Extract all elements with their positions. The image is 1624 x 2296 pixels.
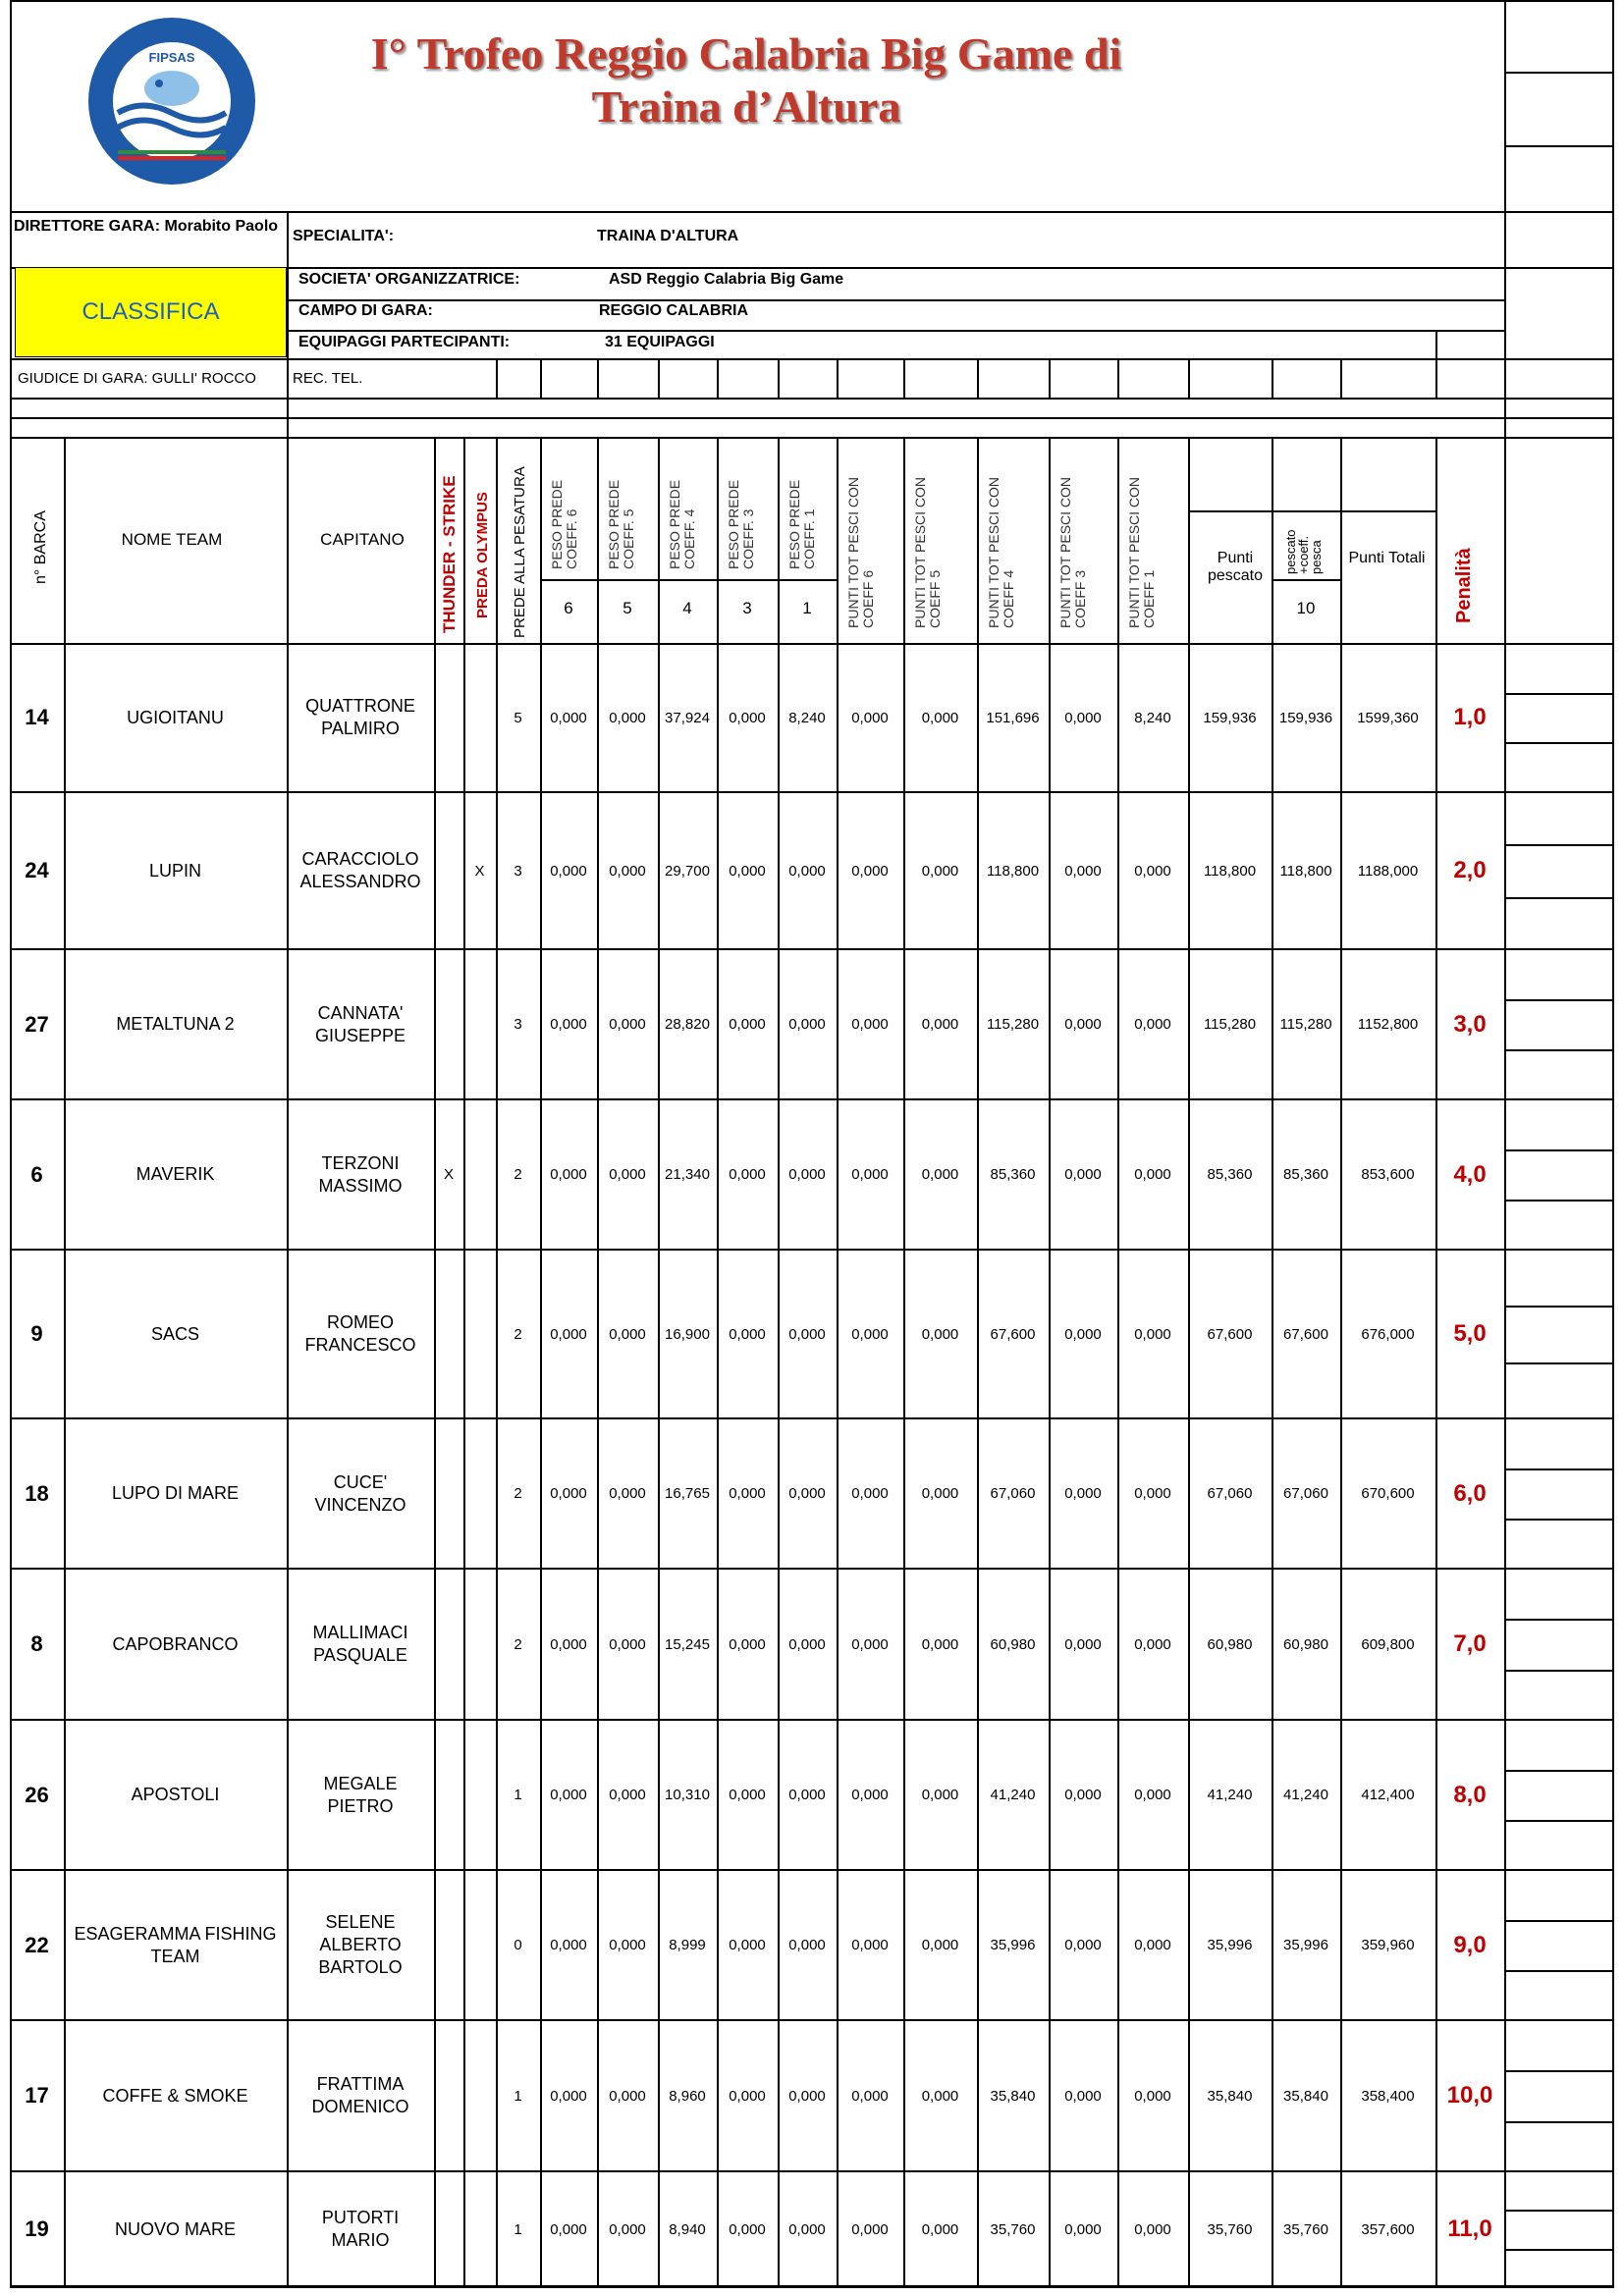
cell-tot: 357,600	[1361, 2220, 1415, 2238]
col-capitano: CAPITANO	[320, 530, 405, 549]
cell-pp: 159,936	[1203, 709, 1257, 726]
cell-pen: 5,0	[1453, 1320, 1487, 1347]
cell-tot: 412,400	[1361, 1787, 1415, 1803]
cell-t3: 0,000	[1064, 1937, 1102, 1953]
cell-t1: 8,240	[1134, 709, 1171, 726]
cell-t4: 35,840	[990, 2087, 1036, 2105]
cell-p5: 0,000	[609, 1635, 646, 1653]
cell-pp: 35,840	[1207, 2087, 1253, 2105]
col-pescato-coeff: pescato +coeff. pesca	[1283, 529, 1324, 574]
cell-capitano: CUCE' VINCENZO	[314, 1471, 406, 1515]
cell-pc: 85,360	[1283, 1166, 1328, 1183]
cell-prede: 5	[514, 709, 522, 726]
cell-t6: 0,000	[851, 1166, 889, 1183]
cell-t3: 0,000	[1064, 1325, 1102, 1343]
cell-p4: 15,245	[665, 1635, 710, 1653]
title-line-2: Traina d’Altura	[591, 81, 901, 132]
cell-thunder	[434, 949, 463, 1099]
cell-t1: 0,000	[1134, 1016, 1171, 1033]
cell-thunder: X	[443, 1166, 454, 1183]
cell-t4: 60,980	[990, 1635, 1036, 1653]
classifica-badge: CLASSIFICA	[15, 267, 287, 357]
cell-p6: 0,000	[550, 1635, 587, 1653]
cell-p3: 0,000	[729, 2087, 766, 2105]
cell-t1: 0,000	[1134, 1485, 1171, 1502]
cell-t4: 115,280	[986, 1016, 1040, 1033]
cell-t6: 0,000	[851, 2220, 889, 2238]
cell-team: NUOVO MARE	[114, 2218, 236, 2239]
cell-p3: 0,000	[729, 1016, 766, 1033]
cell-p6: 0,000	[550, 1787, 587, 1803]
cell-pc: 35,760	[1283, 2220, 1328, 2238]
cell-t5: 0,000	[921, 1325, 959, 1343]
cell-t5: 0,000	[921, 862, 959, 880]
col-barca: n° BARCA	[32, 510, 49, 584]
cell-capitano: PUTORTI MARIO	[321, 2208, 400, 2250]
cell-p3: 0,000	[729, 862, 766, 880]
cell-barca: 14	[25, 705, 49, 729]
title-line-1: I° Trofeo Reggio Calabria Big Game di	[370, 28, 1122, 79]
col-team: NOME TEAM	[121, 530, 223, 549]
col-peso3: PESO PREDE COEFF. 3	[726, 479, 756, 569]
cell-team: METALTUNA 2	[116, 1014, 235, 1034]
cell-pp: 41,240	[1207, 1787, 1253, 1803]
col-coeff5: 5	[623, 599, 632, 617]
cell-p3: 0,000	[729, 1937, 766, 1953]
cell-capitano: MALLIMACI PASQUALE	[312, 1623, 408, 1665]
cell-thunder	[434, 643, 463, 792]
cell-capitano: TERZONI MASSIMO	[318, 1152, 403, 1196]
cell-prede: 1	[514, 2087, 522, 2105]
cell-p4: 8,940	[669, 2220, 706, 2238]
cell-pen: 10,0	[1446, 2082, 1493, 2109]
cell-p5: 0,000	[609, 709, 646, 726]
cell-p4: 21,340	[665, 1166, 710, 1183]
cell-prede: 1	[514, 2220, 522, 2238]
societa-label: SOCIETA' ORGANIZZATRICE:	[298, 271, 520, 288]
cell-barca: 6	[30, 1161, 43, 1187]
cell-t1: 0,000	[1134, 1937, 1171, 1953]
cell-olympus	[463, 949, 496, 1099]
col-punti4: PUNTI TOT PESCI CON COEFF 4	[986, 476, 1016, 628]
cell-p6: 0,000	[550, 1016, 587, 1033]
cell-t3: 0,000	[1064, 1016, 1102, 1033]
cell-p5: 0,000	[609, 862, 646, 880]
cell-team: SACS	[150, 1323, 200, 1344]
cell-pc: 159,936	[1278, 709, 1333, 726]
cell-t1: 0,000	[1134, 2087, 1171, 2105]
cell-p6: 0,000	[550, 2220, 587, 2238]
cell-p1: 8,240	[788, 709, 826, 726]
cell-p3: 0,000	[729, 1325, 766, 1343]
col-coeff4: 4	[682, 599, 692, 617]
cell-team: MAVERIK	[135, 1164, 215, 1184]
cell-p6: 0,000	[550, 709, 587, 726]
cell-t4: 151,696	[986, 709, 1040, 726]
cell-prede: 2	[514, 1166, 522, 1183]
col-punti-pescato: Punti pescato	[1207, 550, 1264, 584]
cell-pen: 1,0	[1453, 704, 1487, 730]
cell-t4: 85,360	[990, 1166, 1036, 1183]
cell-pc: 115,280	[1279, 1016, 1332, 1033]
cell-t3: 0,000	[1064, 2087, 1102, 2105]
cell-p1: 0,000	[788, 862, 826, 880]
cell-olympus	[463, 643, 496, 792]
cell-team: CAPOBRANCO	[112, 1633, 239, 1654]
cell-p1: 0,000	[788, 1787, 826, 1803]
col-coeff6: 6	[564, 599, 573, 617]
col-olympus: PREDA OLYMPUS	[474, 492, 491, 618]
cell-pp: 35,760	[1207, 2220, 1253, 2238]
cell-t6: 0,000	[851, 1325, 889, 1343]
cell-t1: 0,000	[1134, 1325, 1171, 1343]
page-title	[344, 27, 1149, 133]
cell-t6: 0,000	[851, 1485, 889, 1502]
cell-capitano: SELENE ALBERTO BARTOLO	[318, 1912, 403, 1977]
cell-prede: 2	[514, 1485, 522, 1502]
cell-olympus	[463, 1720, 496, 1870]
cell-olympus: X	[474, 862, 485, 880]
cell-pp: 60,980	[1207, 1635, 1253, 1653]
campo-value: REGGIO CALABRIA	[599, 302, 748, 319]
cell-p1: 0,000	[788, 2220, 826, 2238]
cell-t3: 0,000	[1064, 1635, 1102, 1653]
cell-t1: 0,000	[1134, 1635, 1171, 1653]
cell-t3: 0,000	[1064, 709, 1102, 726]
cell-pen: 8,0	[1453, 1781, 1487, 1808]
cell-capitano: ROMEO FRANCESCO	[304, 1312, 416, 1355]
svg-text:FIPSAS: FIPSAS	[148, 50, 195, 65]
cell-pc: 41,240	[1283, 1787, 1328, 1803]
cell-team: APOSTOLI	[131, 1785, 220, 1804]
cell-t3: 0,000	[1064, 862, 1102, 880]
cell-tot: 358,400	[1361, 2087, 1415, 2105]
col-coeff10: 10	[1296, 599, 1316, 617]
cell-thunder	[434, 2020, 463, 2171]
cell-pc: 118,800	[1279, 862, 1332, 880]
cell-team: UGIOITANU	[127, 707, 224, 727]
cell-p4: 16,765	[665, 1485, 710, 1502]
cell-p5: 0,000	[609, 1325, 646, 1343]
cell-t6: 0,000	[851, 2087, 889, 2105]
cell-p3: 0,000	[729, 1635, 766, 1653]
equipaggi-label: EQUIPAGGI PARTECIPANTI:	[298, 334, 511, 350]
cell-tot: 853,600	[1361, 1166, 1415, 1183]
cell-t6: 0,000	[851, 1787, 889, 1803]
cell-t3: 0,000	[1064, 1166, 1102, 1183]
cell-p4: 8,999	[669, 1937, 706, 1953]
cell-t5: 0,000	[921, 1016, 959, 1033]
cell-p4: 10,310	[665, 1787, 710, 1803]
cell-t6: 0,000	[851, 709, 889, 726]
fipsas-logo-icon	[79, 15, 265, 187]
cell-p1: 0,000	[788, 1937, 826, 1953]
col-coeff3: 3	[742, 599, 752, 617]
cell-prede: 3	[514, 862, 522, 880]
cell-p1: 0,000	[788, 1325, 826, 1343]
cell-prede: 1	[514, 1787, 522, 1803]
cell-p4: 29,700	[665, 862, 710, 880]
cell-capitano: FRATTIMA DOMENICO	[311, 2074, 409, 2116]
cell-prede: 3	[514, 1016, 522, 1033]
cell-pp: 115,280	[1203, 1016, 1257, 1033]
cell-p5: 0,000	[609, 1787, 646, 1803]
cell-t5: 0,000	[921, 1635, 959, 1653]
cell-p5: 0,000	[609, 1016, 646, 1033]
cell-p4: 8,960	[669, 2087, 706, 2105]
cell-pc: 35,996	[1283, 1937, 1328, 1953]
cell-olympus	[463, 1250, 496, 1418]
cell-t3: 0,000	[1064, 2220, 1102, 2238]
cell-prede: 2	[514, 1635, 522, 1653]
cell-thunder	[434, 1720, 463, 1870]
cell-pen: 6,0	[1453, 1479, 1487, 1507]
cell-pen: 9,0	[1453, 1931, 1487, 1958]
cell-t5: 0,000	[921, 1787, 959, 1803]
cell-p3: 0,000	[729, 1166, 766, 1183]
cell-p3: 0,000	[729, 1485, 766, 1502]
cell-p1: 0,000	[788, 2087, 826, 2105]
cell-barca: 8	[30, 1631, 43, 1656]
cell-p5: 0,000	[609, 1485, 646, 1502]
cell-p5: 0,000	[609, 2087, 646, 2105]
cell-tot: 609,800	[1361, 1635, 1415, 1653]
cell-t4: 35,996	[990, 1937, 1036, 1953]
cell-capitano: CARACCIOLO ALESSANDRO	[299, 849, 421, 891]
col-penalita: Penalità	[1453, 548, 1475, 623]
cell-t5: 0,000	[921, 2087, 959, 2105]
cell-pp: 67,060	[1207, 1485, 1253, 1502]
cell-p3: 0,000	[729, 2220, 766, 2238]
cell-barca: 19	[25, 2216, 49, 2241]
cell-p4: 28,820	[665, 1016, 710, 1033]
cell-tot: 670,600	[1361, 1485, 1415, 1502]
col-thunder: THUNDER - STRIKE	[440, 475, 459, 633]
col-peso4: PESO PREDE COEFF. 4	[667, 479, 697, 569]
cell-pen: 4,0	[1453, 1160, 1487, 1188]
cell-t5: 0,000	[921, 1166, 959, 1183]
giudice-gara: GIUDICE DI GARA: GULLI' ROCCO	[18, 370, 256, 387]
cell-t1: 0,000	[1134, 1787, 1171, 1803]
cell-pc: 60,980	[1283, 1635, 1328, 1653]
cell-p1: 0,000	[788, 1166, 826, 1183]
cell-pp: 118,800	[1203, 862, 1257, 880]
cell-barca: 18	[25, 1480, 49, 1506]
cell-p6: 0,000	[550, 1937, 587, 1953]
cell-thunder	[434, 1870, 463, 2020]
cell-t1: 0,000	[1134, 1166, 1171, 1183]
cell-pen: 7,0	[1453, 1630, 1487, 1657]
cell-olympus	[463, 2171, 496, 2287]
col-punti3: PUNTI TOT PESCI CON COEFF 3	[1057, 476, 1088, 628]
cell-tot: 359,960	[1361, 1937, 1415, 1953]
cell-thunder	[434, 1250, 463, 1418]
cell-thunder	[434, 1569, 463, 1720]
col-peso1: PESO PREDE COEFF. 1	[786, 479, 817, 569]
col-punti6: PUNTI TOT PESCI CON COEFF 6	[845, 476, 876, 628]
cell-olympus	[463, 2020, 496, 2171]
cell-p6: 0,000	[550, 862, 587, 880]
cell-tot: 1188,000	[1357, 862, 1419, 880]
cell-pc: 35,840	[1283, 2087, 1328, 2105]
cell-p6: 0,000	[550, 1485, 587, 1502]
cell-pp: 35,996	[1207, 1937, 1253, 1953]
cell-barca: 26	[25, 1782, 49, 1807]
cell-barca: 27	[25, 1011, 49, 1037]
cell-barca: 24	[25, 858, 49, 882]
cell-t4: 118,800	[986, 862, 1040, 880]
cell-pen: 2,0	[1453, 857, 1487, 883]
cell-barca: 9	[30, 1321, 43, 1346]
cell-tot: 1599,360	[1357, 709, 1419, 726]
cell-p5: 0,000	[609, 1166, 646, 1183]
cell-p3: 0,000	[729, 709, 766, 726]
equipaggi-value: 31 EQUIPAGGI	[605, 334, 715, 350]
cell-t1: 0,000	[1134, 2220, 1171, 2238]
cell-p5: 0,000	[609, 1937, 646, 1953]
cell-barca: 17	[25, 2083, 49, 2108]
cell-t4: 67,600	[990, 1325, 1036, 1343]
col-peso5: PESO PREDE COEFF. 5	[606, 479, 636, 569]
cell-olympus	[463, 1418, 496, 1569]
col-punti5: PUNTI TOT PESCI CON COEFF 5	[912, 476, 943, 628]
cell-p1: 0,000	[788, 1485, 826, 1502]
cell-pen: 11,0	[1447, 2216, 1492, 2242]
cell-tot: 1152,800	[1357, 1016, 1419, 1033]
cell-p3: 0,000	[729, 1787, 766, 1803]
cell-t5: 0,000	[921, 1485, 959, 1502]
cell-barca: 22	[25, 1932, 49, 1957]
cell-team: LUPIN	[148, 860, 201, 881]
cell-p6: 0,000	[550, 1325, 587, 1343]
cell-p5: 0,000	[609, 2220, 646, 2238]
societa-value: ASD Reggio Calabria Big Game	[609, 271, 844, 288]
cell-t4: 41,240	[990, 1787, 1036, 1803]
col-punti1: PUNTI TOT PESCI CON COEFF 1	[1126, 476, 1157, 628]
cell-p4: 37,924	[665, 709, 710, 726]
cell-p1: 0,000	[788, 1635, 826, 1653]
specialita-label: SPECIALITA':	[293, 228, 395, 244]
specialita-value: TRAINA D'ALTURA	[597, 228, 739, 244]
campo-label: CAMPO DI GARA:	[298, 302, 433, 319]
cell-t6: 0,000	[851, 1937, 889, 1953]
cell-t5: 0,000	[921, 2220, 959, 2238]
col-prede: PREDE ALLA PESATURA	[512, 466, 528, 638]
cell-p4: 16,900	[665, 1325, 710, 1343]
cell-olympus	[463, 1569, 496, 1720]
cell-t3: 0,000	[1064, 1485, 1102, 1502]
cell-t3: 0,000	[1064, 1787, 1102, 1803]
cell-capitano: QUATTRONE PALMIRO	[305, 696, 415, 738]
col-coeff1: 1	[802, 599, 812, 617]
cell-tot: 676,000	[1361, 1325, 1415, 1343]
cell-t5: 0,000	[921, 709, 959, 726]
cell-pc: 67,060	[1283, 1485, 1328, 1502]
cell-pp: 67,600	[1207, 1325, 1253, 1343]
cell-prede: 0	[514, 1937, 522, 1953]
cell-p6: 0,000	[550, 1166, 587, 1183]
cell-olympus	[463, 1870, 496, 2020]
cell-p1: 0,000	[788, 1016, 826, 1033]
cell-t6: 0,000	[851, 1635, 889, 1653]
cell-pp: 85,360	[1207, 1166, 1253, 1183]
direttore-gara: DIRETTORE GARA: Morabito Paolo	[14, 218, 279, 235]
cell-thunder	[434, 2171, 463, 2287]
cell-capitano: CANNATA' GIUSEPPE	[314, 1002, 406, 1045]
cell-t4: 35,760	[990, 2220, 1036, 2238]
cell-olympus	[463, 1099, 496, 1250]
cell-pc: 67,600	[1283, 1325, 1328, 1343]
cell-t1: 0,000	[1134, 862, 1171, 880]
cell-prede: 2	[514, 1325, 522, 1343]
rec-tel: REC. TEL.	[293, 370, 363, 387]
classifica-sheet	[10, 0, 1614, 2287]
cell-t6: 0,000	[851, 1016, 889, 1033]
col-punti-totali: Punti Totali	[1348, 550, 1426, 566]
cell-thunder	[434, 792, 463, 949]
cell-t4: 67,060	[990, 1485, 1036, 1502]
cell-t5: 0,000	[921, 1937, 959, 1953]
cell-team: COFFE & SMOKE	[102, 2085, 248, 2106]
cell-team: LUPO DI MARE	[111, 1483, 240, 1503]
cell-capitano: MEGALE PIETRO	[323, 1773, 398, 1816]
cell-t6: 0,000	[851, 862, 889, 880]
col-peso6: PESO PREDE COEFF. 6	[549, 479, 579, 569]
cell-thunder	[434, 1418, 463, 1569]
cell-pen: 3,0	[1453, 1010, 1487, 1038]
cell-p6: 0,000	[550, 2087, 587, 2105]
cell-team: ESAGERAMMA FISHING TEAM	[74, 1923, 277, 1966]
